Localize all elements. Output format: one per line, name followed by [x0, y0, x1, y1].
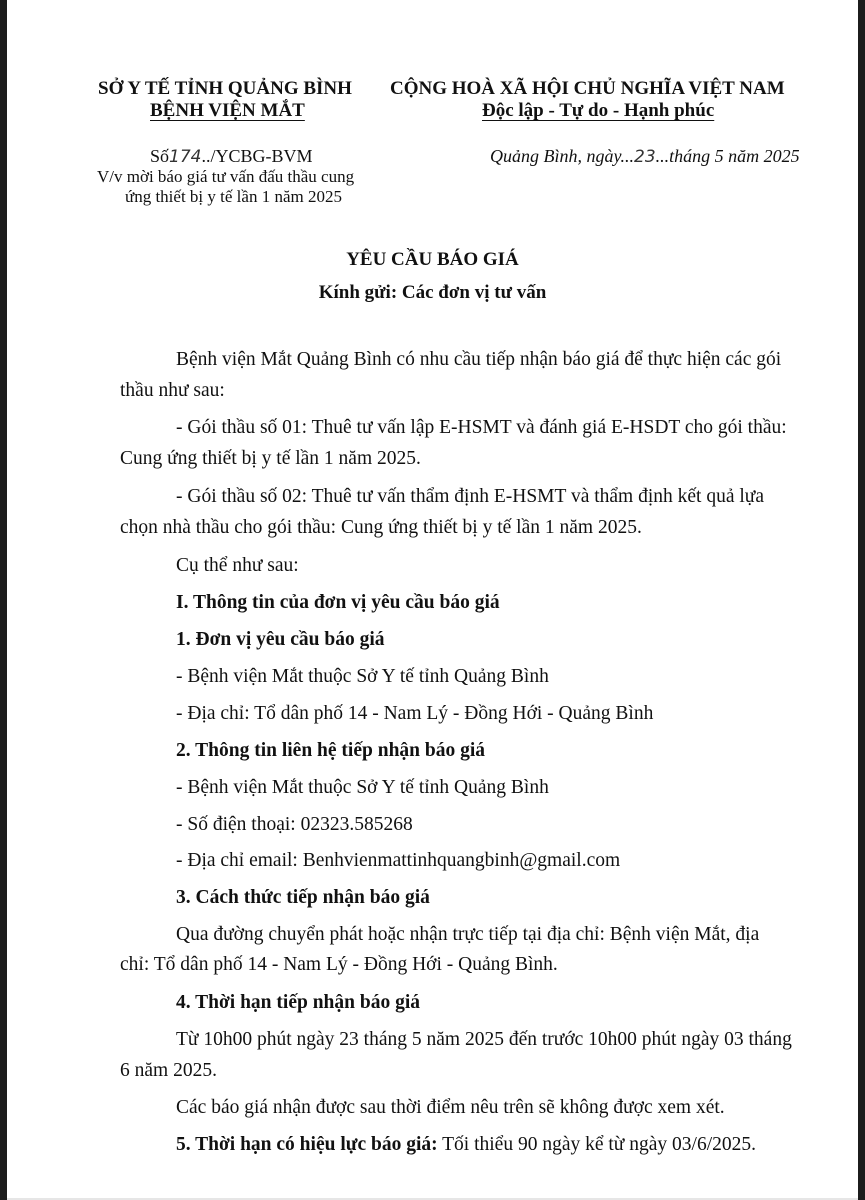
- issuing-department: SỞ Y TẾ TỈNH QUẢNG BÌNH: [98, 78, 352, 99]
- subsection-1-item-2: - Địa chỉ: Tổ dân phố 14 - Nam Lý - Đồng Hới - Quảng Bình: [176, 703, 654, 724]
- subsection-2-heading: 2. Thông tin liên hệ tiếp nhận báo giá: [176, 740, 486, 761]
- subsection-5: [176, 1133, 756, 1157]
- date-prefix: Quảng Bình, ngày...: [490, 146, 634, 166]
- recipient-line: Kính gửi: Các đơn vị tư vấn: [318, 282, 547, 303]
- subsection-4-line-1: Từ 10h00 phút ngày 23 tháng 5 năm 2025 đến trước 10h00 phút ngày 03 tháng: [176, 1029, 792, 1050]
- intro-line-1: Bệnh viện Mắt Quảng Bình có nhu cầu tiếp nhận báo giá để thực hiện các gói: [176, 349, 782, 370]
- subsection-5-value: Tối thiểu 90 ngày kể từ ngày 03/6/2025.: [437, 1134, 756, 1155]
- subsection-2-item-1: - Bệnh viện Mắt thuộc Sở Y tế tỉnh Quảng Bình: [176, 777, 549, 798]
- package-2-line-2: chọn nhà thầu cho gói thầu: Cung ứng thiết bị y tế lần 1 năm 2025.: [120, 517, 642, 538]
- specifics-intro: Cụ thể như sau:: [176, 555, 299, 576]
- document-page: [7, 0, 858, 1200]
- subsection-5-label: 5. Thời hạn có hiệu lực báo giá:: [176, 1134, 438, 1155]
- package-1-line-2: Cung ứng thiết bị y tế lần 1 năm 2025.: [120, 448, 421, 469]
- subsection-4-heading: 4. Thời hạn tiếp nhận báo giá: [176, 992, 420, 1013]
- subject-line-1: V/v mời báo giá tư vấn đấu thầu cung: [97, 167, 355, 186]
- date-suffix: ...tháng 5 năm 2025: [655, 146, 800, 166]
- document-number-suffix: ../YCBG-BVM: [201, 146, 313, 166]
- date-line: [490, 144, 800, 169]
- package-1-line-1: - Gói thầu số 01: Thuê tư vấn lập E-HSMT và đánh giá E-HSDT cho gói thầu:: [176, 417, 787, 438]
- subsection-2-email: - Địa chỉ email: Benhvienmattinhquangbinh@gmail.com: [176, 850, 621, 871]
- document-number-handwritten: 174: [169, 147, 202, 167]
- intro-line-2: thầu như sau:: [120, 380, 225, 401]
- document-number-prefix: Số: [150, 146, 170, 166]
- subsection-3-line-1: Qua đường chuyển phát hoặc nhận trực tiếp tại địa chỉ: Bệnh viện Mắt, địa: [176, 924, 760, 945]
- issuing-hospital: BỆNH VIỆN MẮT: [150, 100, 305, 121]
- package-2-line-1: - Gói thầu số 02: Thuê tư vấn thẩm định E-HSMT và thẩm định kết quả lựa: [176, 486, 764, 507]
- subsection-3-heading: 3. Cách thức tiếp nhận báo giá: [176, 887, 430, 908]
- subsection-4-line-2: 6 năm 2025.: [120, 1060, 217, 1081]
- document-title: YÊU CẦU BÁO GIÁ: [346, 249, 519, 270]
- subsection-4-note: Các báo giá nhận được sau thời điểm nêu trên sẽ không được xem xét.: [176, 1097, 725, 1118]
- subsection-3-line-2: chỉ: Tổ dân phố 14 - Nam Lý - Đồng Hới - Quảng Bình.: [120, 954, 558, 975]
- subject-line-2: ứng thiết bị y tế lần 1 năm 2025: [125, 187, 342, 206]
- date-handwritten-day: 23: [634, 147, 656, 167]
- section-1-heading: I. Thông tin của đơn vị yêu cầu báo giá: [176, 592, 500, 613]
- document-number: [150, 144, 312, 169]
- subsection-1-item-1: - Bệnh viện Mắt thuộc Sở Y tế tỉnh Quảng Bình: [176, 666, 549, 687]
- subsection-2-phone: - Số điện thoại: 02323.585268: [176, 814, 413, 835]
- national-title: CỘNG HOÀ XÃ HỘI CHỦ NGHĨA VIỆT NAM: [390, 78, 785, 99]
- subsection-1-heading: 1. Đơn vị yêu cầu báo giá: [176, 629, 385, 650]
- national-motto: Độc lập - Tự do - Hạnh phúc: [482, 100, 715, 121]
